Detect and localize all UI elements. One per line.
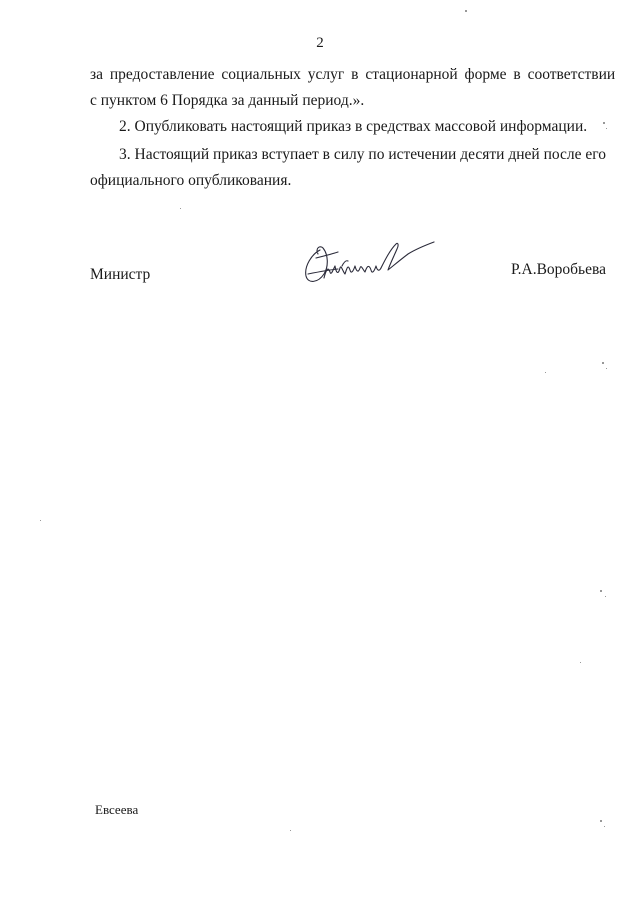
paragraph-3-line-1: 3. Настоящий приказ вступает в силу по истечении десяти дней после его (119, 146, 606, 163)
paragraph-3-line-2: официального опубликования. (90, 172, 292, 189)
scan-speck (605, 596, 606, 597)
scan-speck (600, 590, 602, 592)
scan-speck (40, 520, 41, 521)
signatory-name: Р.А.Воробьева (510, 261, 606, 278)
scan-speck (545, 372, 546, 373)
scan-speck (465, 10, 467, 12)
scan-speck (602, 362, 604, 364)
page-number: 2 (316, 35, 324, 51)
scan-speck (290, 830, 291, 831)
paragraph-1-line-1: за предоставление социальных услуг в стационарной форме в соответствии (90, 66, 616, 83)
scan-speck (180, 208, 181, 209)
scan-speck (604, 826, 605, 827)
handwritten-signature (298, 236, 438, 288)
scan-speck (580, 662, 581, 663)
executor-name: Евсеева (95, 802, 139, 817)
paragraph-1-line-2: с пунктом 6 Порядка за данный период.». (90, 92, 365, 109)
paragraph-2: 2. Опубликовать настоящий приказ в средствах массовой информации. (119, 118, 588, 135)
scan-speck (600, 820, 602, 822)
signatory-title: Министр (90, 266, 151, 283)
scan-speck (603, 122, 605, 124)
scan-speck (606, 368, 607, 369)
paragraph-1 (90, 62, 616, 114)
paragraph-3 (90, 142, 606, 194)
scan-speck (606, 128, 607, 129)
